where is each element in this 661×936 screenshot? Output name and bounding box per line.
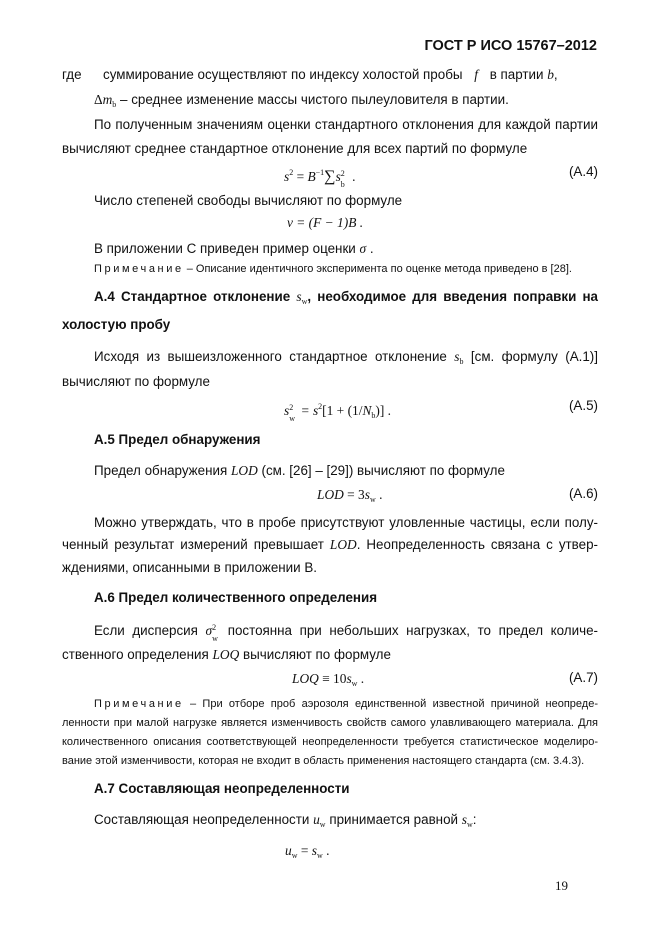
paragraph-1-line-2: вычисляют среднее стандартное отклонение для всех партий по формуле: [62, 141, 528, 156]
paragraph-2-line-1: Исходя из вышеизложенного стандартное отклонение $s_b$ [см. формулу (А.1)]: [94, 349, 598, 366]
paragraph-1-line-1: По полученным значениям оценки стандартного отклонения для каждой партии: [94, 117, 598, 132]
symbol-b: b: [547, 67, 554, 82]
section-a5-heading: А.5 Предел обнаружения: [94, 432, 261, 447]
page-number: 19: [555, 878, 568, 893]
paragraph-2-line-2: вычисляют по формуле: [62, 374, 210, 389]
note-2-line-4: вание этой изменчивости, которая не входит в область применения настоящего стандарта (см. 3.4.3).: [62, 755, 585, 767]
note-label: Примечание: [94, 263, 184, 275]
appendix-c-line: В приложении С приведен пример оценки σ .: [94, 241, 374, 256]
equation-a7: LOQ ≡ $10s_w$ .: [292, 671, 365, 688]
equation-a4: $s^2 = B^{-1}\sum s$ 2 b .: [284, 168, 356, 189]
paragraph-5-line-2: ственного определения LOQ вычисляют по формуле: [62, 647, 391, 662]
symbol-f: f: [474, 67, 478, 82]
equation-a5-label: (А.5): [568, 398, 598, 413]
equation-a6-label: (А.6): [568, 486, 598, 501]
equation-a7-label: (А.7): [568, 670, 598, 685]
paragraph-4-line-1: Можно утверждать, что в пробе присутствуют уловленные частицы, если полу-: [94, 515, 598, 530]
section-a4-heading-cont: холостую пробу: [62, 317, 171, 332]
delta-m-line: $\Delta m_b$ – среднее изменение массы чистого пылеуловителя в партии.: [94, 92, 509, 109]
in-batch-text: в партии: [489, 67, 544, 82]
equation-a4-label: (А.4): [568, 164, 598, 179]
paragraph-5-line-1: Если дисперсия σ 2 w постоянна при небольших нагрузках, то предел количе-: [94, 623, 598, 643]
degrees-of-freedom-text: Число степеней свободы вычисляют по формуле: [94, 193, 403, 208]
section-a4-heading: А.4 Стандартное отклонение $s_w$, необходимое для введения поправки на: [94, 289, 598, 306]
paragraph-4-line-2: ченный результат измерений превышает LOD. Неопределенность связана с утвер-: [62, 537, 598, 552]
equation-uw: $u_w = s_w$ .: [285, 843, 330, 860]
equation-a6: LOD = $3s_w$ .: [317, 487, 383, 504]
equation-nu: ν = (F − 1)B .: [287, 215, 364, 230]
note-2-line-3: количественного описания соответствующей неопределенности требуется статистическое моделиро-: [62, 736, 598, 748]
symbol-sigma: σ: [359, 241, 367, 256]
paragraph-4-line-3: ждениями, описанными в приложении В.: [62, 560, 318, 575]
section-a6-heading: А.6 Предел количественного определения: [94, 590, 378, 605]
note-text: – Описание идентичного эксперимента по оценке метода приведено в [28].: [186, 263, 572, 275]
paragraph-6: Составляющая неопределенности $u_w$ принимается равной $s_w$:: [94, 812, 477, 829]
equation-a5: s 2 w = $s^2[1 + (1/N_b)]$ .: [284, 402, 392, 423]
document-header: ГОСТ Р ИСО 15767–2012: [424, 38, 597, 54]
where-word: где: [62, 67, 82, 82]
paragraph-3: Предел обнаружения LOD (см. [26] – [29]) вычисляют по формуле: [94, 463, 505, 478]
where-line: где суммирование осуществляют по индексу холостой пробы f в партии b,: [62, 67, 558, 82]
delta-m-text: – среднее изменение массы чистого пылеуловителя в партии.: [120, 92, 509, 107]
where-text: суммирование осуществляют по индексу холостой пробы: [103, 67, 463, 82]
note-2-line-2: ленности при малой нагрузке является изменчивость свойств самого улавливающего материала. Для: [62, 717, 598, 729]
note-2-line-1: Примечание – При отборе проб аэрозоля единственной известной причиной неопреде-: [94, 698, 598, 710]
section-a7-heading: А.7 Составляющая неопределенности: [94, 781, 350, 796]
note-1: [94, 262, 572, 276]
